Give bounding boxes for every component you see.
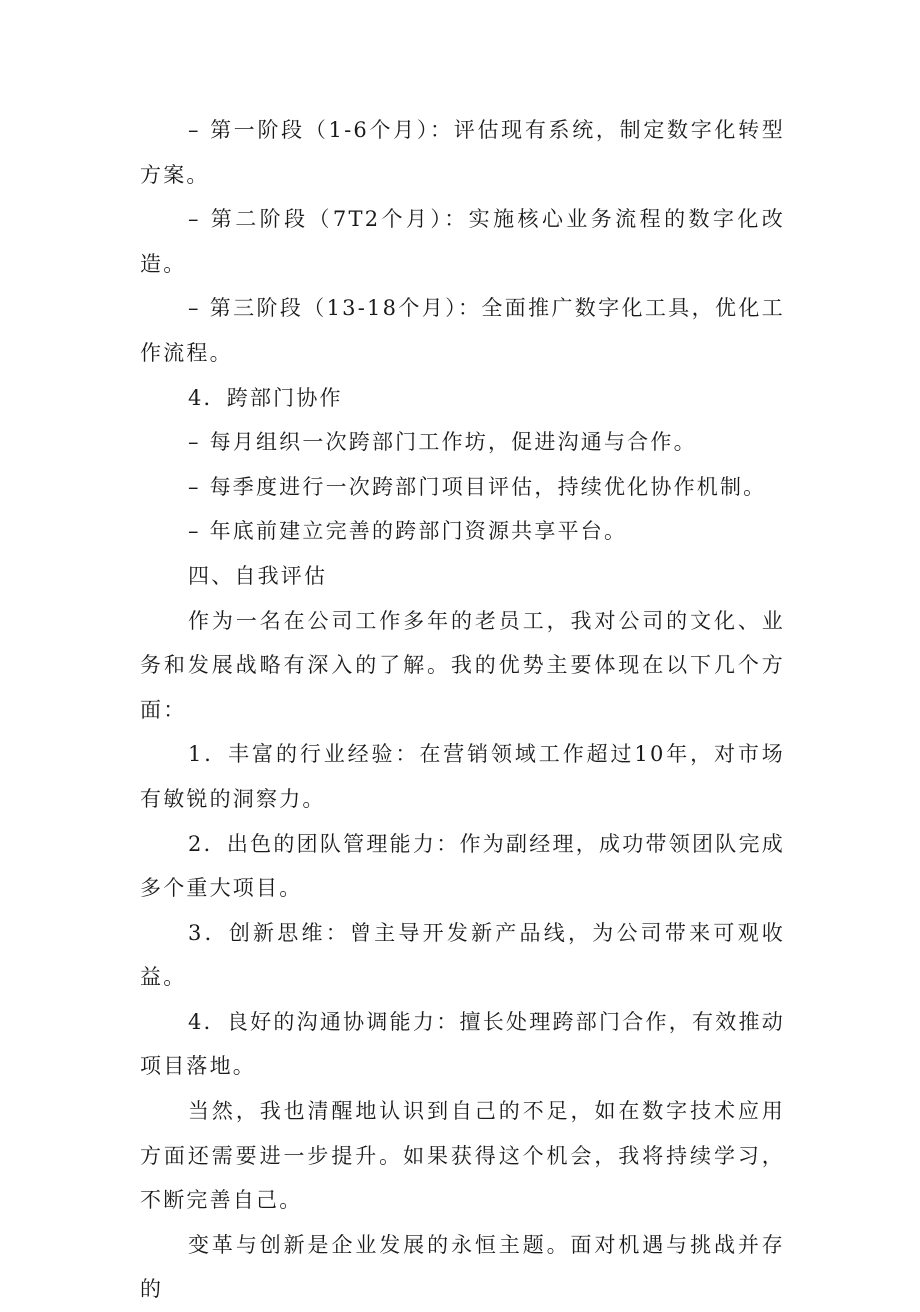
self-assessment-intro: 作为一名在公司工作多年的老员工，我对公司的文化、业务和发展战略有深入的了解。我的优势主要体现在以下几个方面： <box>140 608 785 722</box>
strength-team-management: 2．出色的团队管理能力：作为副经理，成功带领团队完成多个重大项目。 <box>140 831 785 901</box>
weakness-paragraph: 当然，我也清醒地认识到自己的不足，如在数字技术应用方面还需要进一步提升。如果获得这个机会，我将持续学习，不断完善自己。 <box>140 1099 785 1213</box>
phase-one-item: – 第一阶段（1-6个月）：评估现有系统，制定数字化转型方案。 <box>140 118 785 187</box>
resource-platform-item: – 年底前建立完善的跨部门资源共享平台。 <box>188 519 628 544</box>
section-heading-cross-department: 4．跨部门协作 <box>188 385 343 410</box>
phase-two-item: – 第二阶段（7T2个月）：实施核心业务流程的数字化改造。 <box>140 207 785 276</box>
section-heading-self-assessment: 四、自我评估 <box>188 563 328 588</box>
monthly-workshop-item: – 每月组织一次跨部门工作坊，促进沟通与合作。 <box>188 430 697 455</box>
strength-experience: 1．丰富的行业经验：在营销领域工作超过10年，对市场有敏锐的洞察力。 <box>140 742 785 811</box>
closing-paragraph: 变革与创新是企业发展的永恒主题。面对机遇与挑战并存的 <box>140 1232 785 1302</box>
strength-innovation: 3．创新思维：曾主导开发新产品线，为公司带来可观收益。 <box>140 920 785 990</box>
strength-communication: 4．良好的沟通协调能力：擅长处理跨部门合作，有效推动项目落地。 <box>140 1009 785 1079</box>
quarterly-review-item: – 每季度进行一次跨部门项目评估，持续优化协作机制。 <box>188 474 767 499</box>
phase-three-item: – 第三阶段（13-18个月）：全面推广数字化工具，优化工作流程。 <box>140 296 785 365</box>
document-body <box>140 108 785 1312</box>
